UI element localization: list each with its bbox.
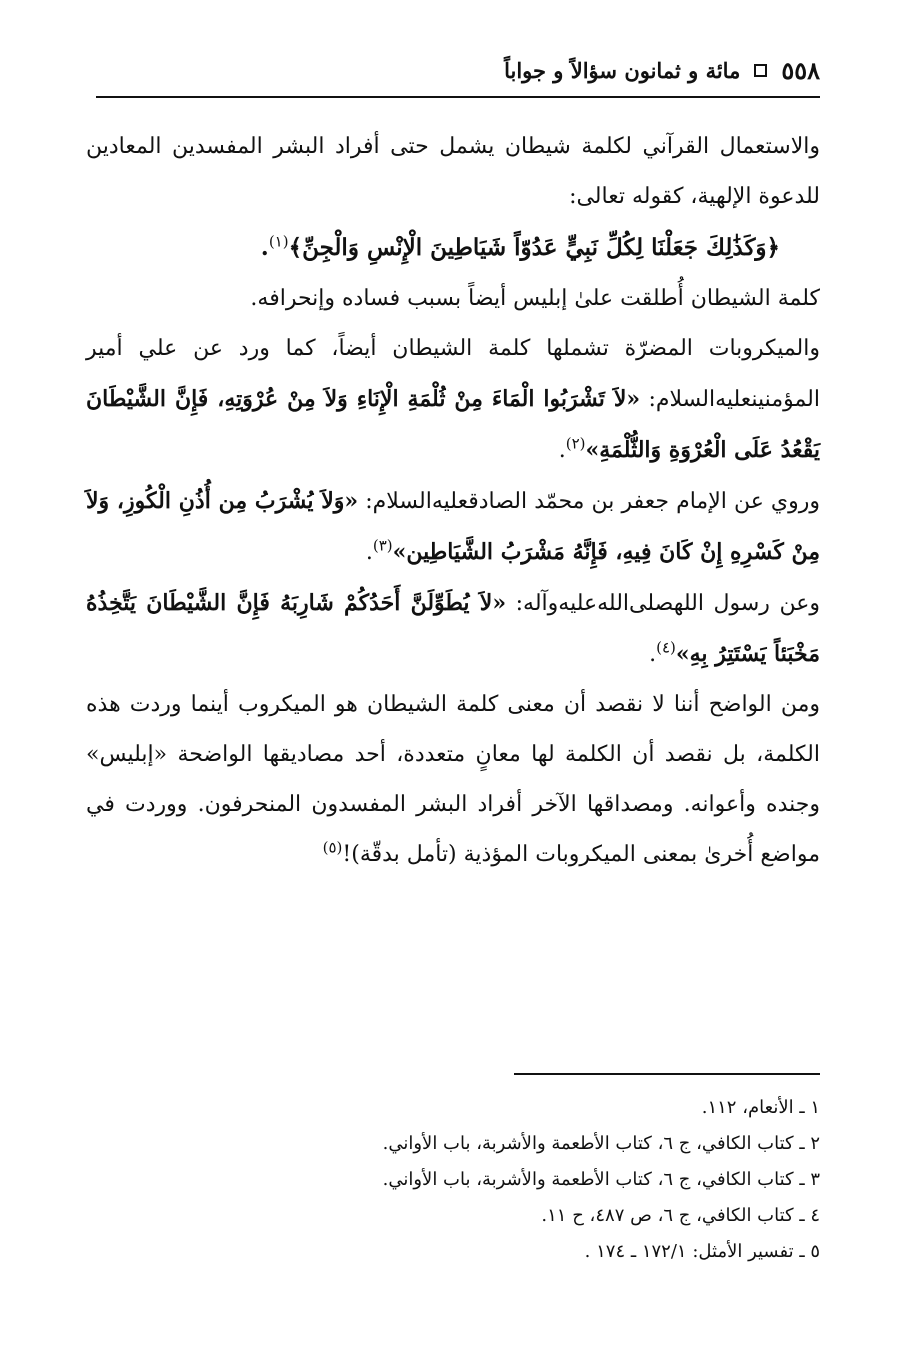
footnote-4: ٤ ـ كتاب الكافي، ج ٦، ص ٤٨٧، ح ١١. (541, 1205, 820, 1226)
footnote-5: ٥ ـ تفسير الأمثل: ١٧٢/١ ـ ١٧٤ . (584, 1241, 820, 1262)
footnotes (120, 1090, 820, 1270)
footnote-3: ٣ ـ كتاب الكافي، ج ٦، كتاب الأطعمة والأشربة، باب الأواني. (382, 1169, 820, 1190)
page-header (96, 50, 820, 90)
footnote-ref-1: (١) (268, 232, 289, 251)
paragraph-5-text: وعن رسول اللهصلى‌الله‌عليه‌وآله: (515, 591, 820, 616)
page-number: ٥٥٨ (781, 55, 820, 85)
footnote-ref-2: (٢) (565, 434, 586, 453)
quran-verse-text: ﴿وَكَذَٰلِكَ جَعَلْنَا لِكُلِّ نَبِيٍّ عَدُوّاً شَيَاطِينَ الْإِنْسِ وَالْجِنِّ﴾ (288, 234, 780, 261)
footnote-1: ١ ـ الأنعام، ١١٢. (701, 1097, 820, 1118)
footnote-ref-5: (٥) (322, 838, 343, 857)
paragraph-3-text: والميكروبات المضرّة تشملها كلمة الشيطان أيضاً، كما ورد عن علي أمير المؤمنينعليه‌السلام: (86, 336, 820, 412)
paragraph-5: وعن رسول اللهصلى‌الله‌عليه‌وآله: «لاَ يُطَوِّلَنَّ أَحَدُكُمْ شَارِبَهُ فَإِنَّ الشَّيْطَانَ يَتَّخِذُهُ مَخْبَئاً يَسْتَتِرُ بِهِ»$^{(٤)}$. (86, 590, 820, 667)
hadith-quote-1: «لاَ تَشْرَبُوا الْمَاءَ مِنْ ثُلْمَةِ الْإِنَاءِ وَلاَ مِنْ عُرْوَتِهِ، فَإِنَّ الشَّيْطَانَ يَقْعُدُ عَلَى الْعُرْوَةِ وَالثُّلْمَةِ» (86, 386, 820, 463)
footnote-rule (514, 1073, 820, 1075)
paragraph-3: والميكروبات المضرّة تشملها كلمة الشيطان أيضاً، كما ورد عن علي أمير المؤمنينعليه‌السلام: «لاَ تَشْرَبُوا الْمَاءَ مِنْ ثُلْمَةِ الْإِنَاءِ وَلاَ مِنْ عُرْوَتِهِ، فَإِنَّ الشَّيْطَانَ يَقْعُدُ عَلَى الْعُرْوَةِ وَالثُّلْمَةِ»$^{(٢)}$. (86, 336, 820, 463)
paragraph-2: كلمة الشيطان أُطلقت علىٰ إبليس أيضاً بسبب فساده وإنحرافه. (250, 286, 820, 311)
hadith-quote-3: «لاَ يُطَوِّلَنَّ أَحَدُكُمْ شَارِبَهُ فَإِنَّ الشَّيْطَانَ يَتَّخِذُهُ مَخْبَئاً يَسْتَتِرُ بِهِ» (86, 590, 820, 667)
paragraph-6-text: ومن الواضح أننا لا نقصد أن معنى كلمة الشيطان هو الميكروب أينما وردت هذه الكلمة، بل نقصد أن الكلمة لها معانٍ متعددة، أحد مصاديقها الواضحة «إبليس» وجنده وأعوانه. ومصداقها الآخر أفراد البشر المفسدون المنحرفون. ووردت في مواضع أُخرىٰ بمعنى الميكروبات المؤذية (تأمل بدقّة)! (86, 692, 820, 867)
footnote-2: ٢ ـ كتاب الكافي، ج ٦، كتاب الأطعمة والأشربة، باب الأواني. (382, 1133, 820, 1154)
quran-verse: ﴿وَكَذَٰلِكَ جَعَلْنَا لِكُلِّ نَبِيٍّ عَدُوّاً شَيَاطِينَ الْإِنْسِ وَالْجِنِّ﴾$^{(١)}$. (260, 232, 780, 261)
main-text (86, 122, 820, 880)
paragraph-1: والاستعمال القرآني لكلمة شيطان يشمل حتى أفراد البشر المفسدين المعادين للدعوة الإلهية، كقوله تعالى: (86, 134, 820, 209)
running-title: مائة و ثمانون سؤالاً و جواباً (504, 57, 741, 83)
footnote-ref-3: (٣) (372, 536, 393, 555)
hadith-quote-2: «وَلاَ يُشْرَبُ مِن أُذُنِ الْكُوزِ، وَلاَ مِنْ كَسْرِهِ إِنْ كَانَ فِيهِ، فَإِنَّهُ مَشْرَبُ الشَّيَاطِين» (86, 488, 820, 565)
paragraph-4: وروي عن الإمام جعفر بن محمّد الصادقعليه‌السلام: «وَلاَ يُشْرَبُ مِن أُذُنِ الْكُوزِ، وَلاَ مِنْ كَسْرِهِ إِنْ كَانَ فِيهِ، فَإِنَّهُ مَشْرَبُ الشَّيَاطِين»$^{(٣)}$. (86, 488, 821, 565)
paragraph-4-text: وروي عن الإمام جعفر بن محمّد الصادقعليه‌السلام: (365, 489, 821, 514)
square-icon (754, 64, 767, 77)
footnote-ref-4: (٤) (656, 638, 676, 657)
paragraph-6 (86, 680, 820, 880)
header-rule (96, 96, 820, 98)
